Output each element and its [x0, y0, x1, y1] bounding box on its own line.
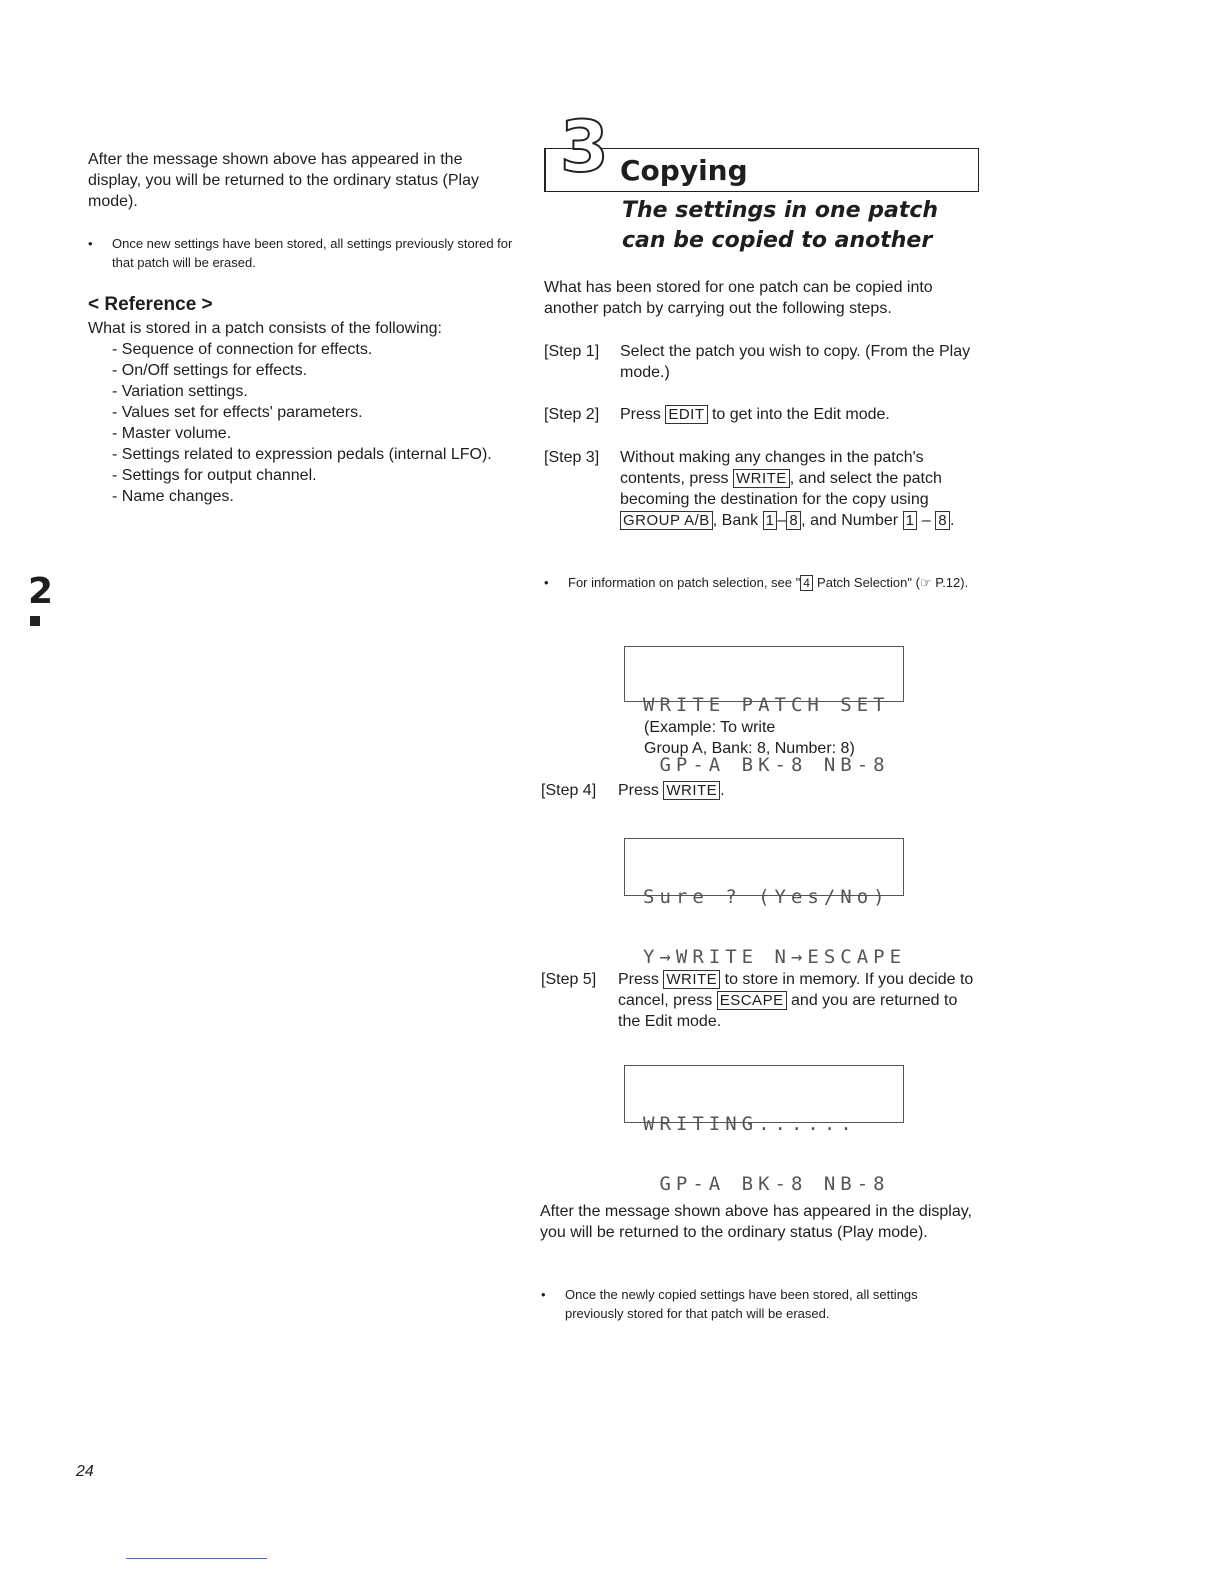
note-bullet: •: [541, 1287, 546, 1302]
left-note: [88, 234, 518, 272]
write-key: WRITE: [663, 781, 720, 800]
footer-link-underline: [126, 1558, 267, 1559]
left-intro-paragraph: After the message shown above has appeared in the display, you will be returned to the ordinary status (Play mode).: [88, 151, 480, 210]
list-item: - Settings for output channel.: [112, 465, 532, 486]
list-item: - On/Off settings for effects.: [112, 360, 532, 381]
lcd-line: WRITING......: [643, 1113, 857, 1135]
step-4-text: Press WRITE .: [618, 782, 725, 799]
bank-8-key: 8: [786, 511, 801, 530]
chapter-marker: [30, 616, 40, 626]
lcd-writing: [624, 1065, 904, 1195]
page-number: 24: [76, 1463, 94, 1480]
escape-key: ESCAPE: [717, 991, 787, 1010]
section-4-key: 4: [800, 575, 813, 591]
lcd-line: WRITE PATCH SET: [643, 694, 890, 716]
step-3-text: Without making any changes in the patch's contents, press WRITE , and select the patch becoming the destination for the copy using GROUP A/B , Bank 1 – 8 , and Number 1 – 8 .: [620, 449, 955, 529]
lcd-confirm: [624, 838, 907, 968]
note-bullet: •: [544, 575, 549, 590]
step-1-label: [Step 1]: [544, 343, 600, 360]
chapter-number: 2: [28, 571, 54, 612]
right-outro-paragraph: After the message shown above has appeared in the display, you will be returned to the ordinary status (Play mode).: [540, 1203, 972, 1241]
step-1-text: Select the patch you wish to copy. (From the Play mode.): [620, 343, 971, 381]
edit-key: EDIT: [665, 405, 707, 424]
number-8-key: 8: [935, 511, 950, 530]
reference-lead: What is stored in a patch consists of the following:: [88, 320, 442, 337]
section-subtitle: The settings in one patch can be copied to another: [622, 198, 939, 253]
list-item: - Name changes.: [112, 486, 532, 507]
lcd-line: Y→WRITE N→ESCAPE: [643, 946, 907, 968]
example-caption: (Example: To write Group A, Bank: 8, Number: 8): [644, 719, 855, 757]
step-5-label: [Step 5]: [541, 971, 597, 988]
group-ab-key: GROUP A/B: [620, 511, 713, 530]
right-intro-paragraph: What has been stored for one patch can be copied into another patch by carrying out the following steps.: [544, 279, 933, 317]
lcd-line: GP-A BK-8 NB-8: [643, 1173, 890, 1195]
bank-1-key: 1: [763, 511, 778, 530]
lcd-line: GP-A BK-8 NB-8: [643, 754, 890, 776]
lcd-line: Sure ? (Yes/No): [643, 886, 890, 908]
left-note-text: Once new settings have been stored, all settings previously stored for that patch will be erased.: [112, 236, 513, 270]
step-3-label: [Step 3]: [544, 449, 600, 466]
section-title: Copying: [620, 154, 748, 187]
list-item: - Values set for effects' parameters.: [112, 402, 532, 423]
list-item: - Variation settings.: [112, 381, 532, 402]
list-item: - Settings related to expression pedals (internal LFO).: [112, 444, 532, 465]
note-bullet: •: [88, 236, 93, 251]
write-key: WRITE: [733, 469, 790, 488]
reference-list: [112, 339, 532, 507]
step-2-label: [Step 2]: [544, 406, 600, 423]
list-item: - Master volume.: [112, 423, 532, 444]
write-key: WRITE: [663, 970, 720, 989]
section-heading-box: [544, 148, 979, 192]
step-2-text: Press EDIT to get into the Edit mode.: [620, 406, 890, 423]
right-note: [541, 1285, 977, 1323]
list-item: - Sequence of connection for effects.: [112, 339, 532, 360]
number-1-key: 1: [903, 511, 918, 530]
step-5-text: Press WRITE to store in memory. If you decide to cancel, press ESCAPE and you are returned to the Edit mode.: [618, 971, 974, 1030]
patch-selection-note: • For information on patch selection, see " 4 Patch Selection" (☞ P.12).: [544, 575, 969, 590]
section-number: 3: [560, 106, 609, 188]
right-note-text: Once the newly copied settings have been stored, all settings previously stored for that patch will be erased.: [565, 1287, 918, 1321]
step-4-label: [Step 4]: [541, 782, 597, 799]
reference-heading: < Reference >: [88, 294, 213, 315]
